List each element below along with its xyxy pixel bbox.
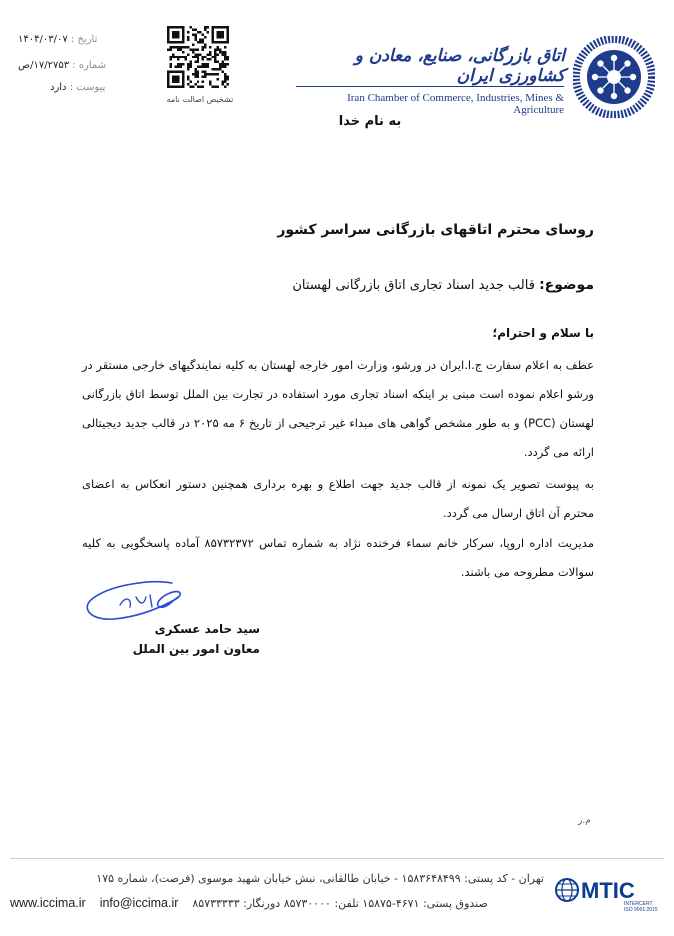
body-paragraph-3: مدیریت اداره اروپا، سرکار خانم سماء فرخنده نژاد به شماره تماس ۸۵۷۳۲۳۷۲ آماده پاسخگویی به کلیه سوالات مطروحه می باشند. <box>82 536 594 579</box>
footer-contact-numbers: صندوق پستی: ۴۶۷۱-۱۵۸۷۵ تلفن: ۸۵۷۳۰۰۰۰ دورنگار: ۸۵۷۳۳۳۳۳ <box>192 897 488 910</box>
recipient-line: روسای محترم اتاقهای بازرگانی سراسر کشور <box>277 222 594 238</box>
qr-caption: تشخیص اصالت نامه <box>166 95 234 104</box>
number-label: شماره : <box>72 60 107 71</box>
footer-address: تهران - کد پستی: ۱۵۸۳۶۴۸۴۹۹ - خیابان طالقانی، نبش خیابان شهید موسوی (فرصت)، شماره ۱۷۵ <box>96 872 544 885</box>
date-row <box>18 34 97 45</box>
bismillah: به نام خدا <box>338 114 402 129</box>
subject-line <box>292 277 594 293</box>
body-paragraph-1: عطف به اعلام سفارت ج.ا.ایران در ورشو، وزارت امور خارجه لهستان به کلیه نمایندگیهای خارجی مستقر در ورشو اعلام نموده است مبنی بر اینکه اسناد تجاری مورد استفاده در تجارت بین الملل توسط اتاق بازرگانی لهستان (PCC) و به طور مشخص گواهی های مبداء غیر ترجیحی از تاریخ ۶ مه ۲۰۲۵ در قالب جدید دیجیتالی ارائه می گردد. <box>82 358 594 459</box>
number-value: ۱۷/۲۷۵۳/ص <box>18 60 70 71</box>
date-label: تاریخ : <box>70 34 98 45</box>
number-row <box>18 60 106 71</box>
signer-title: معاون امور بین الملل <box>132 642 260 656</box>
reference-code: م.ر <box>578 816 591 826</box>
mtic-certification-logo <box>554 870 664 918</box>
mtic-name: MTIC <box>581 878 635 903</box>
chamber-emblem-icon <box>573 36 655 118</box>
subject-label: موضوع: <box>539 277 594 293</box>
date-value: ۱۴۰۴/۰۳/۰۷ <box>18 34 68 45</box>
attachment-value: دارد <box>50 82 67 93</box>
org-name-fa: اتاق بازرگانی، صنایع، معادن و کشاورزی ایران <box>354 46 565 86</box>
logo-divider <box>296 86 564 87</box>
footer-email[interactable]: info@iccima.ir <box>99 896 179 910</box>
mtic-iso: ISO 9001:2015 <box>624 907 658 913</box>
signer-name: سید حامد عسکری <box>154 622 260 636</box>
mtic-intercert: INTERCERT <box>624 901 653 907</box>
attachment-label: پیوست : <box>69 82 106 93</box>
attachment-row <box>50 82 105 93</box>
subject-text: قالب جدید اسناد تجاری اتاق بازرگانی لهستان <box>292 278 535 293</box>
footer-divider <box>10 858 664 859</box>
greeting: با سلام و احترام؛ <box>492 326 594 340</box>
org-name-en: Iran Chamber of Commerce, Industries, Mines & Agriculture <box>347 92 564 116</box>
qr-code <box>167 26 229 88</box>
body-paragraph-2: به پیوست تصویر یک نمونه از قالب جدید جهت اطلاع و بهره برداری همچنین دستور انعکاس به اعضای محترم آن اتاق ارسال می گردد. <box>82 477 594 520</box>
footer-website[interactable]: www.iccima.ir <box>10 896 86 910</box>
footer-contacts <box>10 896 550 910</box>
